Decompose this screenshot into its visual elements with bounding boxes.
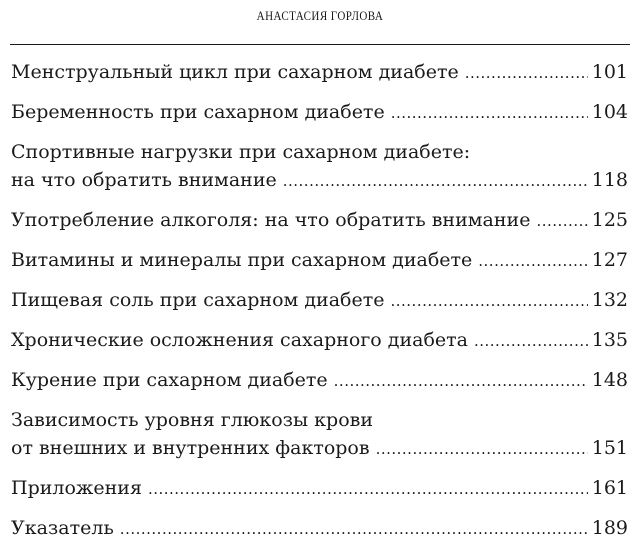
toc-entry-title: Хронические осложнения сахарного диабета [11, 329, 468, 351]
toc-page-number: 127 [591, 249, 628, 271]
toc-entry [11, 58, 628, 87]
toc-entry-title: Пищевая соль при сахарном диабете [11, 289, 385, 311]
toc-entry-line [11, 474, 628, 503]
toc-dot-leader [148, 475, 588, 503]
toc-dot-leader [536, 207, 587, 235]
toc-page-number: 132 [591, 289, 628, 311]
toc-page-number: 118 [591, 169, 628, 191]
toc-dot-leader [376, 435, 588, 463]
toc-entry [11, 474, 628, 503]
toc-page-number: 148 [591, 369, 628, 391]
toc-dot-leader [120, 515, 588, 543]
toc-entry-title: Употребление алкоголя: на что обратить внимание [11, 209, 531, 231]
toc-entry-line [11, 286, 628, 315]
toc-dot-leader [474, 327, 588, 355]
toc-entry-title: Беременность при сахарном диабете [11, 101, 385, 123]
toc-entry-title: на что обратить внимание [11, 169, 277, 191]
toc-entry-title: Витамины и минералы при сахарном диабете [11, 249, 473, 271]
toc-page-number: 125 [591, 209, 628, 231]
toc-entry-line [11, 58, 628, 87]
toc-entry-line [11, 366, 628, 395]
toc-entry [11, 138, 628, 195]
toc-entry-title: Курение при сахарном диабете [11, 369, 328, 391]
toc-dot-leader [465, 59, 588, 87]
toc-entry-title: Приложения [11, 477, 142, 499]
toc-entry-line [11, 514, 628, 543]
toc-entry-line [11, 166, 628, 195]
toc-page-number: 135 [591, 329, 628, 351]
table-of-contents [11, 58, 628, 554]
toc-entry-title: Менструальный цикл при сахарном диабете [11, 61, 459, 83]
toc-entry [11, 246, 628, 275]
header-rule [10, 44, 630, 45]
toc-entry [11, 286, 628, 315]
toc-entry [11, 206, 628, 235]
toc-entry-title-line: Зависимость уровня глюкозы крови [11, 409, 373, 431]
toc-page-number: 161 [591, 477, 628, 499]
running-header: АНАСТАСИЯ ГОРЛОВА [256, 8, 384, 23]
toc-entry [11, 406, 628, 463]
toc-entry-line [11, 246, 628, 275]
toc-page-number: 151 [591, 437, 628, 459]
toc-entry [11, 326, 628, 355]
toc-entry-title: от внешних и внутренних факторов [11, 437, 370, 459]
toc-dot-leader [391, 99, 588, 127]
toc-dot-leader [478, 247, 587, 275]
toc-page-number: 104 [591, 101, 628, 123]
toc-entry-line [11, 98, 628, 127]
toc-dot-leader [283, 167, 588, 195]
toc-entry [11, 98, 628, 127]
toc-entry-line [11, 206, 628, 235]
toc-entry-title: Указатель [11, 517, 114, 539]
toc-entry [11, 514, 628, 543]
toc-dot-leader [334, 367, 588, 395]
toc-dot-leader [390, 287, 587, 315]
toc-entry-line [11, 434, 628, 463]
toc-entry-line [11, 326, 628, 355]
toc-page-number: 189 [591, 517, 628, 539]
toc-entry [11, 366, 628, 395]
toc-entry-title-line: Спортивные нагрузки при сахарном диабете: [11, 141, 471, 163]
toc-page-number: 101 [591, 61, 628, 83]
